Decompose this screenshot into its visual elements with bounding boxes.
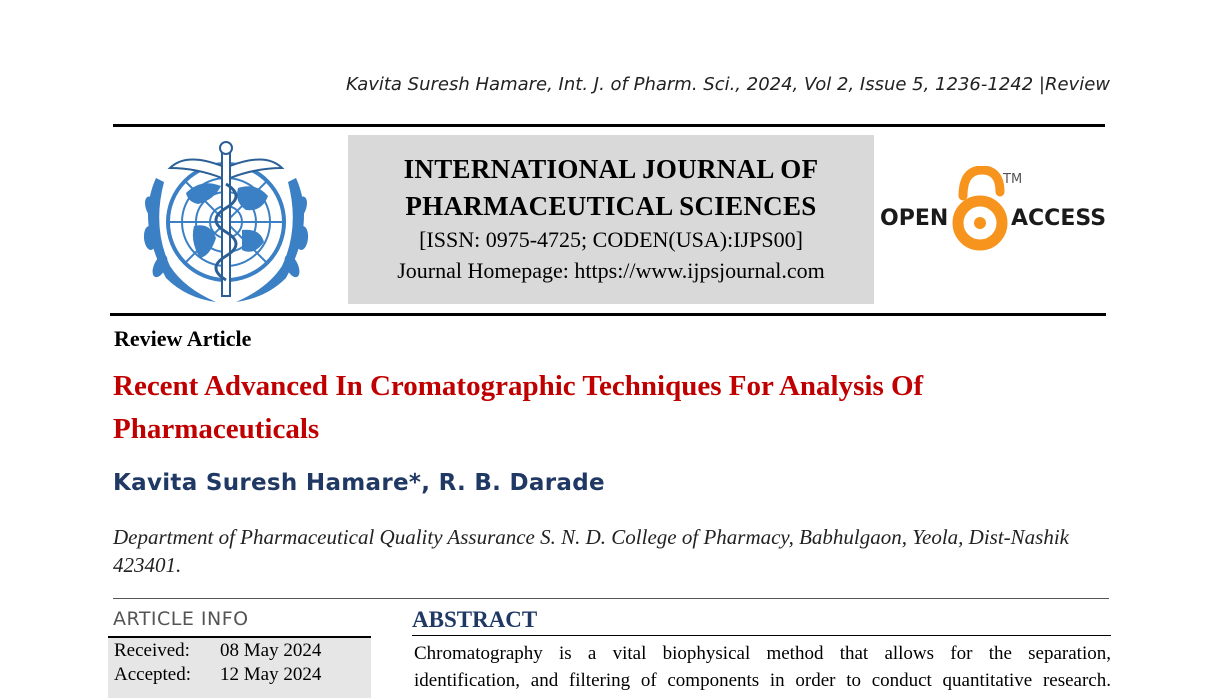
received-label: Received:	[114, 640, 190, 661]
journal-title-line1: INTERNATIONAL JOURNAL OF	[403, 154, 819, 184]
received-row	[114, 640, 321, 662]
abstract-line-2: identification, and filtering of components in order to conduct quantitative research.	[414, 670, 1111, 691]
abstract-rule	[412, 635, 1111, 636]
article-type: Review Article	[114, 326, 252, 351]
un-emblem-caduceus-icon	[126, 138, 326, 306]
article-info-heading: ARTICLE INFO	[113, 608, 249, 630]
trademark-mark: TM	[1003, 172, 1023, 187]
author-list: Kavita Suresh Hamare*, R. B. Darade	[113, 470, 605, 496]
article-info-box	[108, 638, 371, 698]
abstract-text	[414, 640, 1111, 694]
header-rule-bottom	[110, 313, 1106, 316]
journal-issn: [ISSN: 0975-4725; CODEN(USA):IJPS00]	[419, 227, 803, 252]
journal-title-line2: PHARMACEUTICAL SCIENCES	[405, 191, 817, 221]
received-date: 08 May 2024	[220, 640, 322, 661]
journal-title	[348, 151, 874, 225]
article-title: Recent Advanced In Cromatographic Techniques For Analysis Of Pharmaceuticals	[113, 370, 924, 445]
open-padlock-icon	[958, 170, 1002, 245]
open-access-logo	[880, 166, 1110, 254]
journal-title-box	[348, 135, 874, 304]
accepted-row	[114, 664, 321, 686]
abstract-heading: ABSTRACT	[412, 607, 538, 632]
accepted-date: 12 May 2024	[220, 664, 322, 685]
open-access-word-right: ACCESS	[1011, 206, 1107, 231]
abstract-line-1: Chromatography is a vital biophysical method that allows for the separation,	[414, 643, 1111, 664]
author-affiliation: Department of Pharmaceutical Quality Assurance S. N. D. College of Pharmacy, Babhulgaon, Yeola, Dist-Nashik 423401.	[113, 525, 1070, 577]
journal-homepage-link[interactable]: Journal Homepage: https://www.ijpsjournal.com	[397, 258, 825, 283]
running-header: Kavita Suresh Hamare, Int. J. of Pharm. Sci., 2024, Vol 2, Issue 5, 1236-1242 |Review	[346, 74, 1110, 95]
accepted-label: Accepted:	[114, 664, 192, 685]
header-rule-top	[113, 124, 1105, 127]
affiliation-rule	[113, 598, 1109, 599]
open-access-word-left: OPEN	[880, 206, 949, 231]
